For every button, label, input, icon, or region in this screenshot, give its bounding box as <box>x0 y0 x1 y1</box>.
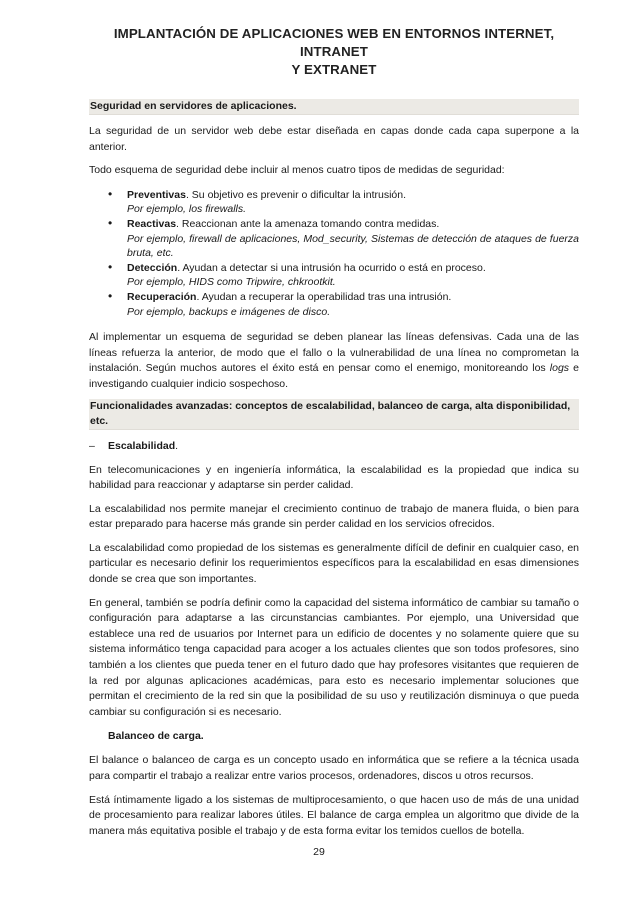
paragraph-text: Al implementar un esquema de seguridad se deben planear las líneas defensivas. Cada una de las líneas refuerza la anterior, de modo que el fallo o la vulnerabilidad de una línea no comprometan la instalación. Según muchos autores el éxito está en pensar como el enemigo, monitoreando los <box>89 331 579 375</box>
italic-term: logs <box>549 362 570 375</box>
header-line-2: Y EXTRANET <box>291 62 377 77</box>
bullet-term: Reactivas <box>127 217 177 230</box>
security-measures-list <box>89 188 579 319</box>
paragraph: En telecomunicaciones y en ingeniería informática, la escalabilidad es la propiedad que indica su habilidad para reaccionar y adaptarse sin perder calidad. <box>89 463 579 492</box>
header-line-1: IMPLANTACIÓN DE APLICACIONES WEB EN ENTORNOS INTERNET, INTRANET <box>113 26 555 59</box>
list-item <box>89 188 579 217</box>
section-heading-advanced: Funcionalidades avanzadas: conceptos de escalabilidad, balanceo de carga, alta disponibilidad, etc. <box>89 399 579 430</box>
paragraph: Todo esquema de seguridad debe incluir al menos cuatro tipos de medidas de seguridad: <box>89 164 505 177</box>
list-item <box>89 290 579 319</box>
bullet-text: . Reaccionan ante la amenaza tomando contra medidas. <box>176 217 440 230</box>
bullet-example: Por ejemplo, firewall de aplicaciones, Mod_security, Sistemas de detección de ataques de fuerza bruta, etc. <box>127 232 579 260</box>
page-number: 29 <box>313 846 325 858</box>
paragraph: Está íntimamente ligado a los sistemas de multiprocesamiento, o que hacen uso de más de una unidad de procesamiento para realizar labores útiles. El balance de carga emplea un algoritmo que divide de la manera más equitativa posible el trabajo y de esta forma evitar los temidos cuellos de botella. <box>89 793 579 837</box>
list-item <box>89 261 579 290</box>
bullet-text: . Su objetivo es prevenir o dificultar la intrusión. <box>185 188 406 201</box>
paragraph: El balance o balanceo de carga es un concepto usado en informática que se refiere a la técnica usada para compartir el trabajo a realizar entre varios procesos, ordenadores, discos u otros recursos. <box>89 754 579 782</box>
document-page <box>89 0 579 839</box>
bullet-example: Por ejemplo, HIDS como Tripwire, chkrootkit. <box>127 276 336 289</box>
paragraph: En general, también se podría definir como la capacidad del sistema informático de cambiar su tamaño o configuración para adaptarse a las circunstancias cambiantes. Por ejemplo, una Universidad que establece una red de usuarios por Internet para un edificio de docentes y no solamente quiere que su sistema informático tenga capacidad para acoger a los actuales clientes que son todos profesores, sino también a los clientes que pueda tener en el futuro dado que hay profesores visitantes que requieren de la red por algunas aplicaciones académicas, para esto es necesario implementar soluciones que permitan el crecimiento de la red sin que la posibilidad de su uso y reutilización disminuya o que pueda cambiar su configuración si es necesario. <box>89 596 579 718</box>
bullet-term: Preventivas <box>127 188 186 201</box>
document-header <box>89 0 579 79</box>
bullet-term: Recuperación <box>127 290 197 303</box>
list-item <box>89 217 579 261</box>
paragraph: La escalabilidad nos permite manejar el crecimiento continuo de trabajo de manera fluida, o bien para estar preparado para hacerse más grande sin perder calidad en los servicios ofrecidos. <box>89 502 579 531</box>
paragraph-text: e investigando cualquier indicio sospechoso. <box>89 362 579 390</box>
paragraph <box>89 330 579 392</box>
dash-icon: – <box>89 439 95 452</box>
bullet-icon: • <box>108 288 113 303</box>
bullet-icon: • <box>108 186 113 201</box>
bullet-example: Por ejemplo, backups e imágenes de disco. <box>127 305 331 318</box>
bullet-text: . Ayudan a recuperar la operabilidad tras una intrusión. <box>196 290 452 303</box>
bullet-text: . Ayudan a detectar si una intrusión ha ocurrido o está en proceso. <box>177 261 486 274</box>
bullet-term: Detección <box>127 261 178 274</box>
paragraph: La escalabilidad como propiedad de los sistemas es generalmente difícil de definir en cualquier caso, en particular es necesario definir los requerimientos específicos para la escalabilidad en esas dimensiones donde se crea que son importantes. <box>89 541 579 586</box>
subsection-load-balancing: Balanceo de carga. <box>108 730 204 743</box>
bullet-icon: • <box>108 215 113 230</box>
subsection-title: Escalabilidad <box>108 439 176 452</box>
bullet-example: Por ejemplo, los firewalls. <box>127 203 247 216</box>
subsection-title-punct: . <box>175 439 179 452</box>
bullet-icon: • <box>108 259 113 274</box>
subsection-scalability <box>89 439 579 454</box>
section-heading-security: Seguridad en servidores de aplicaciones. <box>89 99 579 115</box>
paragraph: La seguridad de un servidor web debe estar diseñada en capas donde cada capa superpone a la anterior. <box>89 125 579 153</box>
